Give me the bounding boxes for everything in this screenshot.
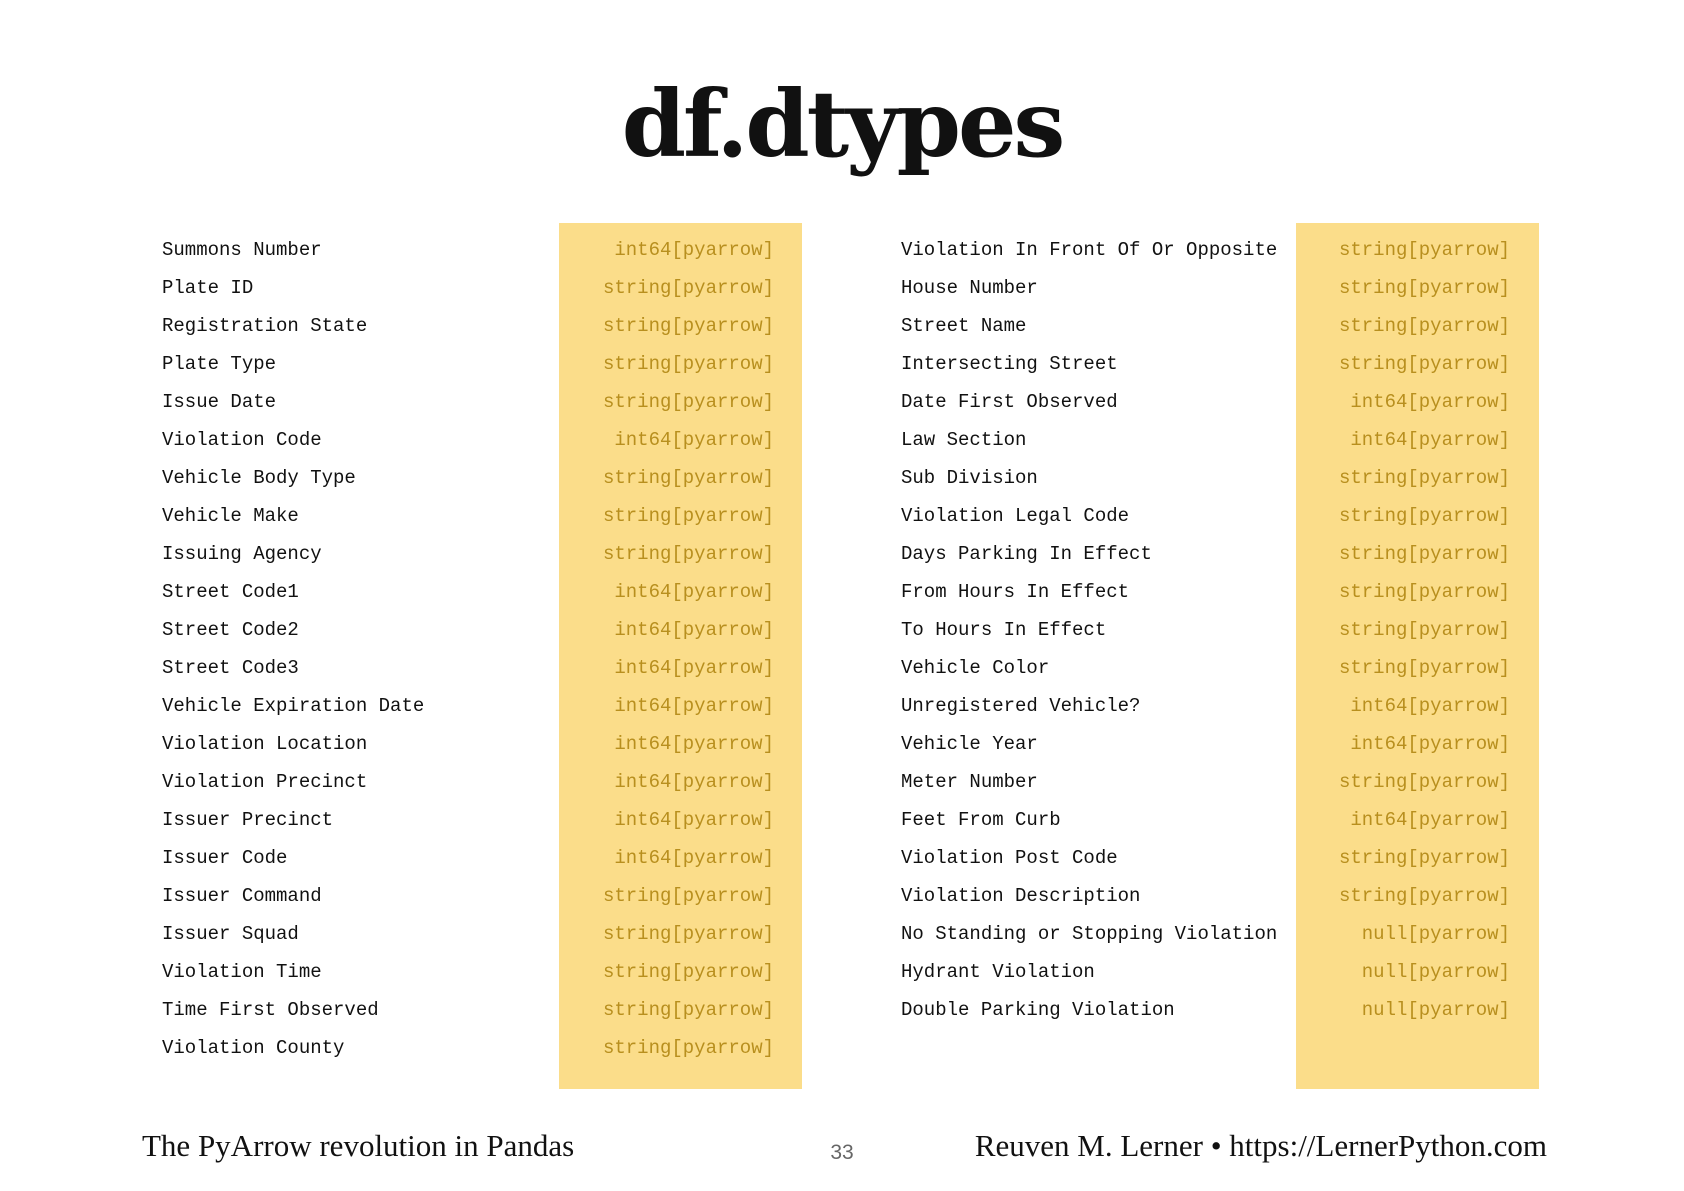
dtype-row <box>901 506 1510 544</box>
dtype-row <box>901 316 1510 354</box>
column-name: House Number <box>901 277 1038 299</box>
dtype-row <box>162 430 774 468</box>
dtype-row <box>901 658 1510 696</box>
column-dtype: string[pyarrow] <box>602 505 774 527</box>
column-dtype: int64[pyarrow] <box>614 657 774 679</box>
column-name: Issue Date <box>162 391 277 413</box>
dtype-row <box>901 544 1510 582</box>
column-name: Hydrant Violation <box>901 961 1095 983</box>
column-dtype: string[pyarrow] <box>602 999 774 1021</box>
column-name: Issuer Squad <box>162 923 299 945</box>
column-name: No Standing or Stopping Violation <box>901 923 1278 945</box>
column-dtype: string[pyarrow] <box>1338 239 1510 261</box>
dtype-row <box>162 582 774 620</box>
column-dtype: int64[pyarrow] <box>614 847 774 869</box>
dtype-row <box>162 696 774 734</box>
column-dtype: string[pyarrow] <box>602 543 774 565</box>
column-dtype: string[pyarrow] <box>602 391 774 413</box>
column-dtype: null[pyarrow] <box>1361 961 1510 983</box>
dtype-row <box>901 1000 1510 1038</box>
dtype-row <box>162 278 774 316</box>
dtype-row <box>162 1000 774 1038</box>
column-name: Feet From Curb <box>901 809 1061 831</box>
column-dtype: string[pyarrow] <box>1338 771 1510 793</box>
column-name: Violation Location <box>162 733 368 755</box>
column-name: Plate Type <box>162 353 277 375</box>
column-name: Date First Observed <box>901 391 1118 413</box>
dtype-row <box>901 810 1510 848</box>
column-name: Violation In Front Of Or Opposite <box>901 239 1278 261</box>
column-name: Vehicle Make <box>162 505 299 527</box>
column-name: Violation Code <box>162 429 322 451</box>
dtype-row <box>901 278 1510 316</box>
column-name: Issuer Command <box>162 885 322 907</box>
dtype-row <box>901 430 1510 468</box>
dtypes-list-right <box>901 240 1510 1038</box>
column-name: Double Parking Violation <box>901 999 1175 1021</box>
column-dtype: int64[pyarrow] <box>614 771 774 793</box>
dtype-row <box>901 772 1510 810</box>
column-name: Time First Observed <box>162 999 379 1021</box>
column-dtype: string[pyarrow] <box>1338 315 1510 337</box>
dtype-row <box>162 240 774 278</box>
dtypes-list-left <box>162 240 774 1076</box>
column-dtype: int64[pyarrow] <box>1350 391 1510 413</box>
column-dtype: string[pyarrow] <box>602 961 774 983</box>
column-name: Violation Description <box>901 885 1141 907</box>
column-dtype: string[pyarrow] <box>1338 277 1510 299</box>
dtype-row <box>901 734 1510 772</box>
footer-author: Reuven M. Lerner • https://LernerPython.com <box>974 1128 1547 1163</box>
column-dtype: string[pyarrow] <box>1338 353 1510 375</box>
dtype-row <box>162 392 774 430</box>
column-name: Unregistered Vehicle? <box>901 695 1141 717</box>
column-dtype: string[pyarrow] <box>602 1037 774 1059</box>
column-name: Issuer Precinct <box>162 809 334 831</box>
column-name: Street Code3 <box>162 657 299 679</box>
column-name: Vehicle Year <box>901 733 1038 755</box>
dtype-row <box>162 772 774 810</box>
column-dtype: null[pyarrow] <box>1361 999 1510 1021</box>
dtype-row <box>162 620 774 658</box>
column-dtype: string[pyarrow] <box>602 467 774 489</box>
column-name: Days Parking In Effect <box>901 543 1152 565</box>
column-name: To Hours In Effect <box>901 619 1107 641</box>
column-dtype: string[pyarrow] <box>602 353 774 375</box>
column-dtype: int64[pyarrow] <box>614 619 774 641</box>
column-dtype: string[pyarrow] <box>1338 467 1510 489</box>
column-dtype: int64[pyarrow] <box>1350 733 1510 755</box>
column-name: Summons Number <box>162 239 322 261</box>
dtype-row <box>901 582 1510 620</box>
dtype-row <box>901 468 1510 506</box>
column-dtype: string[pyarrow] <box>1338 619 1510 641</box>
column-name: Sub Division <box>901 467 1038 489</box>
column-name: Meter Number <box>901 771 1038 793</box>
column-dtype: int64[pyarrow] <box>614 695 774 717</box>
dtype-row <box>162 962 774 1000</box>
column-name: Plate ID <box>162 277 254 299</box>
column-name: Violation Precinct <box>162 771 368 793</box>
column-name: Street Code2 <box>162 619 299 641</box>
column-dtype: string[pyarrow] <box>602 277 774 299</box>
slide-title: df.dtypes <box>621 70 1063 178</box>
column-name: Vehicle Body Type <box>162 467 356 489</box>
column-name: Violation County <box>162 1037 345 1059</box>
dtype-row <box>901 924 1510 962</box>
dtype-row <box>901 848 1510 886</box>
column-dtype: string[pyarrow] <box>602 885 774 907</box>
column-name: Issuer Code <box>162 847 288 869</box>
column-dtype: string[pyarrow] <box>1338 657 1510 679</box>
dtype-row <box>162 544 774 582</box>
column-dtype: string[pyarrow] <box>1338 885 1510 907</box>
column-dtype: int64[pyarrow] <box>614 239 774 261</box>
column-name: Intersecting Street <box>901 353 1118 375</box>
column-name: Issuing Agency <box>162 543 322 565</box>
column-dtype: int64[pyarrow] <box>614 429 774 451</box>
dtype-row <box>162 1038 774 1076</box>
dtype-row <box>901 620 1510 658</box>
column-dtype: int64[pyarrow] <box>614 733 774 755</box>
column-name: Violation Time <box>162 961 322 983</box>
column-dtype: int64[pyarrow] <box>1350 429 1510 451</box>
dtype-row <box>162 848 774 886</box>
column-dtype: string[pyarrow] <box>1338 543 1510 565</box>
dtype-row <box>162 810 774 848</box>
column-dtype: string[pyarrow] <box>1338 847 1510 869</box>
dtype-row <box>162 886 774 924</box>
column-name: Law Section <box>901 429 1027 451</box>
dtype-row <box>162 316 774 354</box>
dtype-row <box>901 392 1510 430</box>
column-dtype: string[pyarrow] <box>1338 505 1510 527</box>
column-name: Street Code1 <box>162 581 299 603</box>
dtype-row <box>162 468 774 506</box>
page-number: 33 <box>830 1141 854 1164</box>
column-name: Violation Post Code <box>901 847 1118 869</box>
column-dtype: int64[pyarrow] <box>614 581 774 603</box>
dtype-row <box>162 506 774 544</box>
dtype-row <box>901 962 1510 1000</box>
column-dtype: int64[pyarrow] <box>1350 695 1510 717</box>
column-name: Violation Legal Code <box>901 505 1130 527</box>
dtype-row <box>162 734 774 772</box>
column-dtype: string[pyarrow] <box>602 923 774 945</box>
footer-talk-title: The PyArrow revolution in Pandas <box>142 1128 575 1163</box>
column-dtype: null[pyarrow] <box>1361 923 1510 945</box>
dtype-row <box>162 658 774 696</box>
column-dtype: string[pyarrow] <box>1338 581 1510 603</box>
dtype-row <box>901 886 1510 924</box>
dtype-row <box>901 696 1510 734</box>
dtype-row <box>901 240 1510 278</box>
dtype-row <box>162 924 774 962</box>
column-dtype: int64[pyarrow] <box>614 809 774 831</box>
column-name: Vehicle Color <box>901 657 1050 679</box>
dtype-row <box>162 354 774 392</box>
column-dtype: int64[pyarrow] <box>1350 809 1510 831</box>
column-name: Vehicle Expiration Date <box>162 695 425 717</box>
column-name: From Hours In Effect <box>901 581 1130 603</box>
column-name: Registration State <box>162 315 368 337</box>
column-name: Street Name <box>901 315 1027 337</box>
dtype-row <box>901 354 1510 392</box>
column-dtype: string[pyarrow] <box>602 315 774 337</box>
